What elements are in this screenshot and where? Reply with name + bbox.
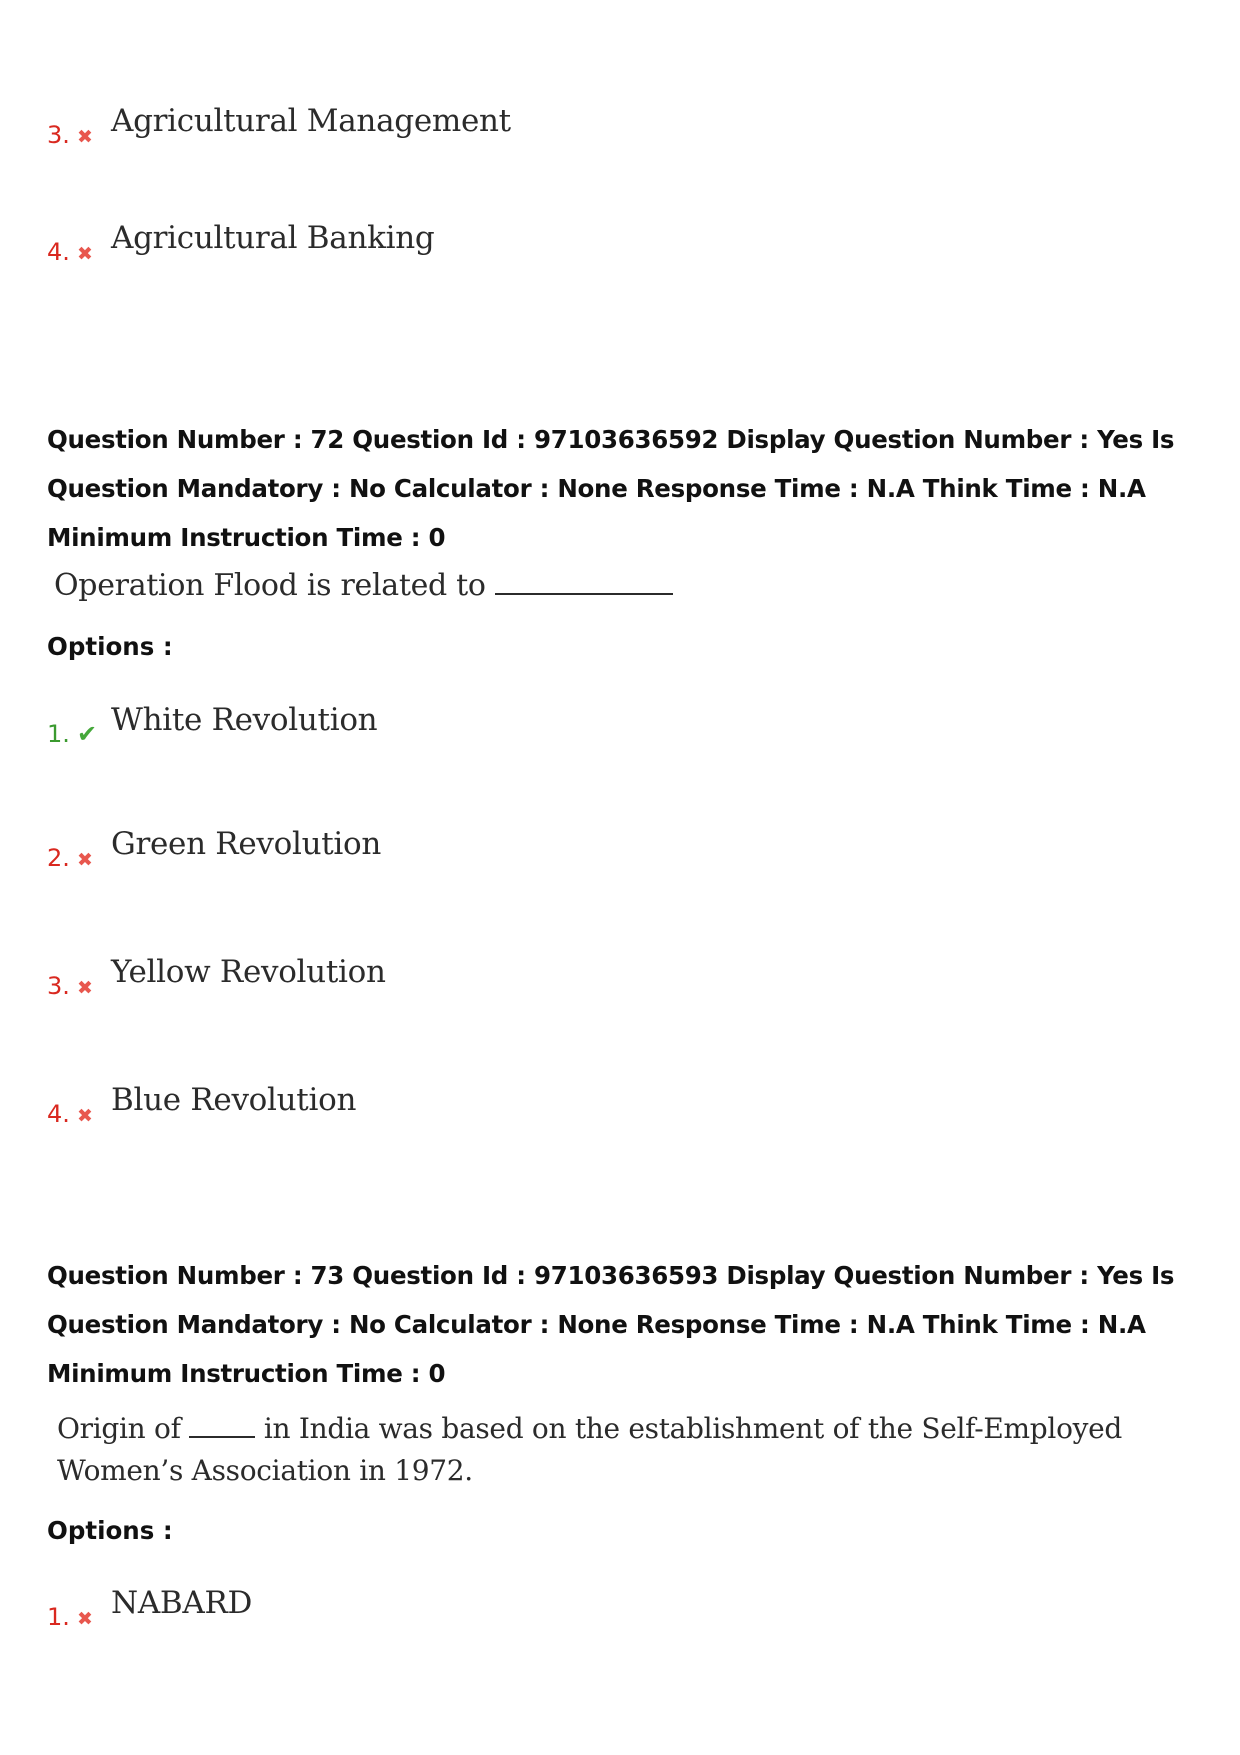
- option-item: [47, 1082, 357, 1130]
- option-text: NABARD: [111, 1585, 253, 1621]
- question-meta: Question Number : 72 Question Id : 97103636592 Display Question Number : Yes Is Question Mandatory : No Calculator : None Response Time : N.A Think Time : N.A Minimum Instruction Time : 0: [47, 425, 1175, 552]
- question-meta: Question Number : 73 Question Id : 97103636593 Display Question Number : Yes Is Question Mandatory : No Calculator : None Response Time : N.A Think Time : N.A Minimum Instruction Time : 0: [47, 1261, 1175, 1388]
- option-number: 4.: [47, 1100, 70, 1128]
- options-label: Options :: [47, 1516, 173, 1545]
- option-text: Agricultural Banking: [111, 220, 435, 256]
- question-text-line: Women’s Association in 1972.: [57, 1454, 473, 1487]
- check-icon: ✔: [77, 720, 98, 748]
- options-label: Options :: [47, 632, 173, 661]
- option-item: [47, 103, 511, 151]
- question-text-part: in India was based on the establishment of the Self-Employed: [263, 1412, 1123, 1445]
- option-item: [47, 826, 382, 874]
- question-text-content: Operation Flood is related to: [54, 568, 486, 603]
- option-item: [47, 1585, 253, 1633]
- question-text: [54, 568, 673, 603]
- cross-icon: ✖: [77, 1105, 93, 1127]
- option-item: [47, 702, 378, 750]
- option-number: 3.: [47, 121, 70, 149]
- question-text-line: [57, 1408, 1122, 1450]
- answer-blank: [189, 1436, 255, 1438]
- option-number: 4.: [47, 238, 70, 266]
- option-text: White Revolution: [111, 702, 378, 738]
- option-text: Yellow Revolution: [111, 954, 386, 990]
- option-text: Green Revolution: [111, 826, 382, 862]
- option-text: Agricultural Management: [111, 103, 511, 139]
- option-text: Blue Revolution: [111, 1082, 357, 1118]
- question-text-part: Origin of: [57, 1412, 181, 1445]
- cross-icon: ✖: [77, 849, 93, 871]
- cross-icon: ✖: [77, 126, 93, 148]
- option-number: 2.: [47, 844, 70, 872]
- cross-icon: ✖: [77, 243, 93, 265]
- cross-icon: ✖: [77, 1608, 93, 1630]
- option-number: 1.: [47, 1603, 70, 1631]
- option-number: 3.: [47, 972, 70, 1000]
- option-item: [47, 954, 386, 1002]
- answer-blank: [495, 593, 673, 595]
- question-text: [57, 1408, 1122, 1492]
- cross-icon: ✖: [77, 977, 93, 999]
- option-item: [47, 220, 435, 268]
- option-number: 1.: [47, 720, 70, 748]
